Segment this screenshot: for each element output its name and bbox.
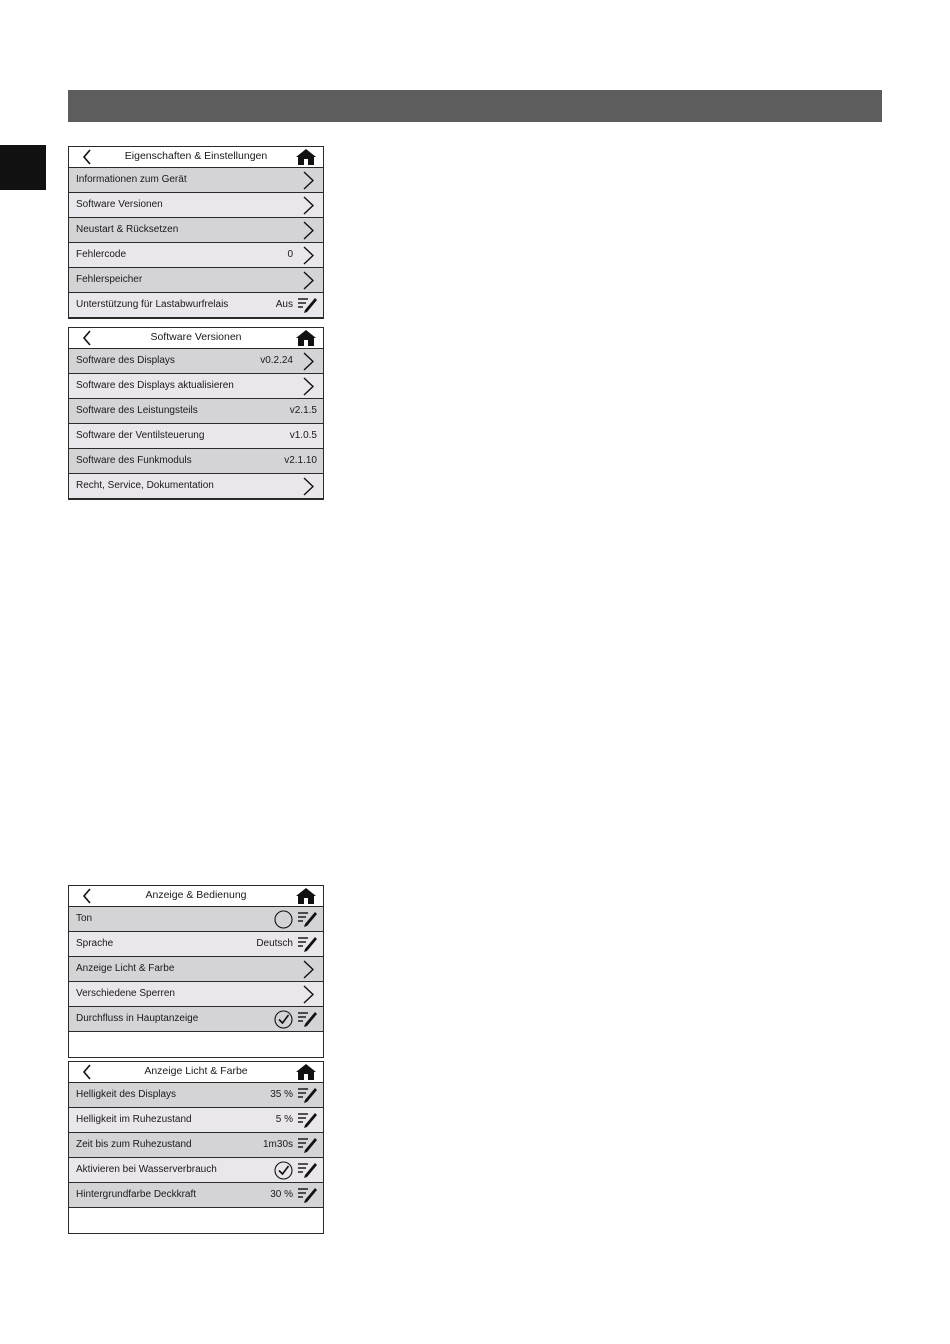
settings-panel-software-versionen — [68, 327, 324, 500]
menu-row-software-des-displays[interactable] — [69, 349, 323, 374]
panel-header — [69, 886, 323, 907]
settings-panel-anzeige-licht-farbe — [68, 1061, 324, 1234]
menu-row-software-des-funkmoduls — [69, 449, 323, 474]
panel-title: Eigenschaften & Einstellungen — [124, 150, 268, 162]
home-icon[interactable] — [295, 329, 317, 347]
row-label: Informationen zum Gerät — [76, 174, 187, 185]
checked-circle-icon[interactable] — [274, 1161, 293, 1180]
row-label: Sprache — [76, 938, 114, 949]
row-value: 35 % — [270, 1089, 293, 1100]
home-icon[interactable] — [295, 148, 317, 166]
menu-row-anzeige-licht-farbe[interactable] — [69, 957, 323, 982]
home-icon[interactable] — [295, 1063, 317, 1081]
menu-row-hintergrundfarbe-deckkraft[interactable] — [69, 1183, 323, 1208]
menu-row-zeit-bis-zum-ruhezustand[interactable] — [69, 1133, 323, 1158]
edit-pencil-icon[interactable] — [297, 911, 318, 928]
row-value: 1m30s — [262, 1139, 293, 1150]
edit-pencil-icon[interactable] — [297, 1137, 318, 1154]
menu-row-unterstuetzung-fuer-lastabwurfrelais[interactable] — [69, 293, 323, 318]
edit-pencil-icon[interactable] — [297, 1187, 318, 1204]
row-label: Anzeige Licht & Farbe — [76, 963, 175, 974]
row-label: Durchfluss in Hauptanzeige — [76, 1013, 199, 1024]
menu-row-helligkeit-des-displays[interactable] — [69, 1083, 323, 1108]
panel-header — [69, 1062, 323, 1083]
panel-title: Anzeige & Bedienung — [145, 889, 247, 901]
edit-pencil-icon[interactable] — [297, 1112, 318, 1129]
edit-pencil-icon[interactable] — [297, 936, 318, 953]
edit-pencil-icon[interactable] — [297, 1087, 318, 1104]
row-label: Ton — [76, 913, 93, 924]
edit-pencil-icon[interactable] — [297, 1011, 318, 1028]
menu-row-helligkeit-im-ruhezustand[interactable] — [69, 1108, 323, 1133]
row-value: Aus — [275, 299, 293, 310]
row-label: Fehlercode — [76, 249, 127, 260]
row-value: v2.1.5 — [289, 405, 317, 416]
panel-header — [69, 328, 323, 349]
row-value: 30 % — [270, 1189, 293, 1200]
edit-pencil-icon[interactable] — [297, 1162, 318, 1179]
menu-row-sprache[interactable] — [69, 932, 323, 957]
chevron-right-icon[interactable] — [301, 985, 315, 1004]
row-label: Software des Displays — [76, 355, 175, 366]
row-label: Neustart & Rücksetzen — [76, 224, 179, 235]
settings-panel-anzeige-bedienung — [68, 885, 324, 1058]
menu-row-aktivieren-bei-wasserverbrauch[interactable] — [69, 1158, 323, 1183]
row-value: Deutsch — [256, 938, 293, 949]
row-value: v0.2.24 — [260, 355, 293, 366]
menu-row-durchfluss-in-hauptanzeige[interactable] — [69, 1007, 323, 1032]
chevron-right-icon[interactable] — [301, 171, 315, 190]
row-label: Software Versionen — [76, 199, 163, 210]
panel-title: Anzeige Licht & Farbe — [144, 1065, 248, 1077]
chevron-right-icon[interactable] — [301, 477, 315, 496]
menu-row-verschiedene-sperren[interactable] — [69, 982, 323, 1007]
menu-row-informationen-zum-geraet[interactable] — [69, 168, 323, 193]
row-label: Unterstützung für Lastabwurfrelais — [76, 299, 229, 310]
menu-row-software-der-ventilsteuerung — [69, 424, 323, 449]
chevron-right-icon[interactable] — [301, 221, 315, 240]
row-label: Software der Ventilsteuerung — [76, 430, 205, 441]
panel-title: Software Versionen — [150, 331, 242, 343]
menu-row-fehlerspeicher[interactable] — [69, 268, 323, 293]
row-label: Zeit bis zum Ruhezustand — [76, 1139, 192, 1150]
empty-row — [69, 1208, 323, 1233]
row-label: Hintergrundfarbe Deckkraft — [76, 1189, 197, 1200]
menu-row-ton[interactable] — [69, 907, 323, 932]
section-header-bar — [68, 90, 882, 122]
chevron-right-icon[interactable] — [301, 196, 315, 215]
row-value: v2.1.10 — [284, 455, 317, 466]
empty-row — [69, 1032, 323, 1057]
chevron-right-icon[interactable] — [301, 246, 315, 265]
row-value: 0 — [287, 249, 293, 260]
language-tab-marker — [0, 145, 46, 190]
edit-pencil-icon[interactable] — [297, 297, 318, 314]
row-label: Recht, Service, Dokumentation — [76, 480, 214, 491]
panel-header — [69, 147, 323, 168]
chevron-right-icon[interactable] — [301, 377, 315, 396]
menu-row-fehlercode[interactable] — [69, 243, 323, 268]
row-label: Helligkeit im Ruhezustand — [76, 1114, 192, 1125]
chevron-right-icon[interactable] — [301, 352, 315, 371]
chevron-right-icon[interactable] — [301, 960, 315, 979]
row-label: Software des Funkmoduls — [76, 455, 192, 466]
checked-circle-icon[interactable] — [274, 1010, 293, 1029]
home-icon[interactable] — [295, 887, 317, 905]
menu-row-neustart-ruecksetzen[interactable] — [69, 218, 323, 243]
menu-row-software-des-leistungsteils — [69, 399, 323, 424]
row-label: Software des Displays aktualisieren — [76, 380, 234, 391]
row-label: Helligkeit des Displays — [76, 1089, 177, 1100]
row-label: Fehlerspeicher — [76, 274, 143, 285]
menu-row-software-versionen[interactable] — [69, 193, 323, 218]
unchecked-circle-icon[interactable] — [274, 910, 293, 929]
row-label: Aktivieren bei Wasserverbrauch — [76, 1164, 217, 1175]
row-value: v1.0.5 — [289, 430, 317, 441]
row-label: Software des Leistungsteils — [76, 405, 198, 416]
chevron-right-icon[interactable] — [301, 271, 315, 290]
row-value: 5 % — [275, 1114, 293, 1125]
menu-row-recht-service-dokumentation[interactable] — [69, 474, 323, 499]
menu-row-software-des-displays-aktualisieren[interactable] — [69, 374, 323, 399]
settings-panel-eigenschaften-einstellungen — [68, 146, 324, 319]
row-label: Verschiedene Sperren — [76, 988, 175, 999]
